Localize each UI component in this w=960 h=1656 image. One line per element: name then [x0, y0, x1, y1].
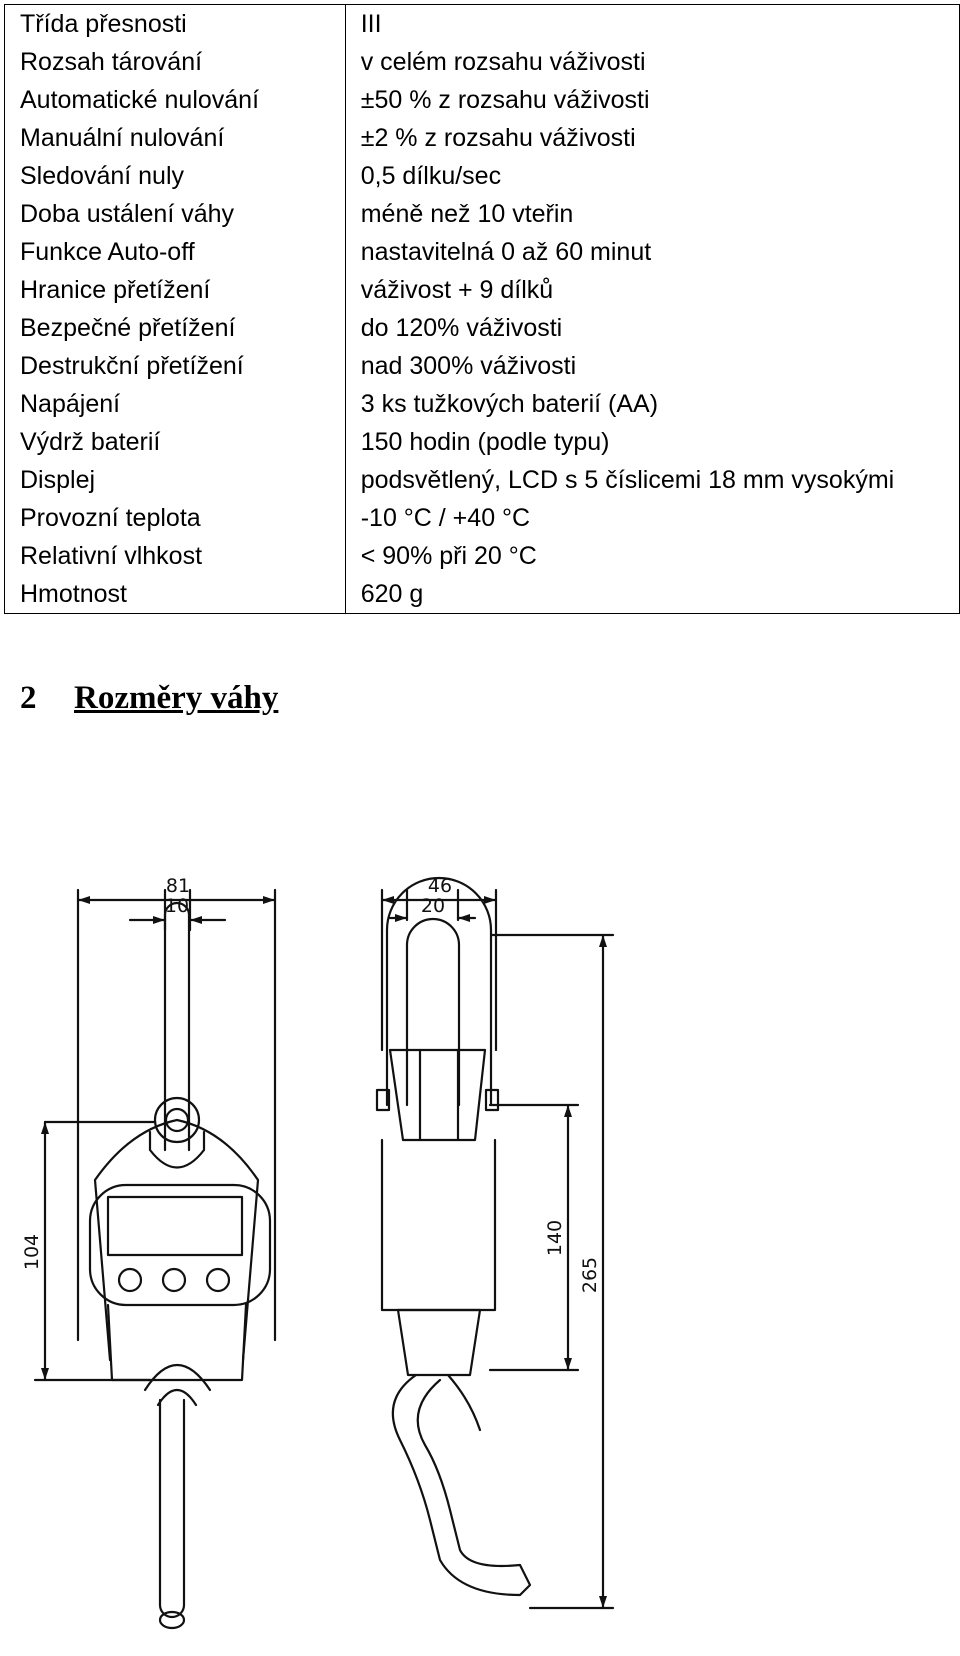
table-row — [5, 423, 960, 461]
dim-front-width-hook: 10 — [164, 895, 190, 917]
spec-value: < 90% při 20 °C — [345, 537, 959, 575]
table-row — [5, 43, 960, 81]
table-row — [5, 461, 960, 499]
spec-label: Provozní teplota — [5, 499, 346, 537]
spec-value: 150 hodin (podle typu) — [345, 423, 959, 461]
spec-label: Funkce Auto-off — [5, 233, 346, 271]
spec-label: Sledování nuly — [5, 157, 346, 195]
spec-label: Manuální nulování — [5, 119, 346, 157]
spec-label: Napájení — [5, 385, 346, 423]
table-row — [5, 309, 960, 347]
spec-value: v celém rozsahu váživosti — [345, 43, 959, 81]
spec-value: nastavitelná 0 až 60 minut — [345, 233, 959, 271]
spec-label: Výdrž baterií — [5, 423, 346, 461]
spec-label: Bezpečné přetížení — [5, 309, 346, 347]
spec-label: Třída přesnosti — [5, 5, 346, 44]
dim-side-height-mid: 140 — [544, 1219, 566, 1257]
spec-label: Relativní vlhkost — [5, 537, 346, 575]
dim-side-width-total: 46 — [427, 875, 453, 897]
dim-side-width-hook: 20 — [420, 895, 446, 917]
spec-label: Hranice přetížení — [5, 271, 346, 309]
table-row — [5, 233, 960, 271]
dimension-drawing — [0, 860, 960, 1656]
dim-front-height-body: 104 — [21, 1233, 43, 1271]
dim-front-width-total: 81 — [165, 875, 191, 897]
table-row — [5, 157, 960, 195]
spec-value: 3 ks tužkových baterií (AA) — [345, 385, 959, 423]
table-row — [5, 195, 960, 233]
front-view — [35, 890, 275, 1628]
dim-side-height-total: 265 — [579, 1256, 601, 1294]
spec-value: ±2 % z rozsahu váživosti — [345, 119, 959, 157]
spec-value: do 120% váživosti — [345, 309, 959, 347]
table-row — [5, 271, 960, 309]
table-row — [5, 499, 960, 537]
table-row — [5, 575, 960, 614]
spec-label: Displej — [5, 461, 346, 499]
spec-label: Destrukční přetížení — [5, 347, 346, 385]
spec-value: 620 g — [345, 575, 959, 614]
spec-value: -10 °C / +40 °C — [345, 499, 959, 537]
spec-value: ±50 % z rozsahu váživosti — [345, 81, 959, 119]
table-row — [5, 5, 960, 44]
spec-value: podsvětlený, LCD s 5 číslicemi 18 mm vysokými — [345, 461, 959, 499]
spec-value: váživost + 9 dílků — [345, 271, 959, 309]
spec-value: III — [345, 5, 959, 44]
table-row — [5, 537, 960, 575]
spec-table — [4, 4, 960, 614]
side-view — [377, 878, 613, 1608]
spec-label: Hmotnost — [5, 575, 346, 614]
section-title: Rozměry váhy — [74, 680, 279, 716]
section-number: 2 — [20, 680, 37, 716]
section-heading — [20, 680, 278, 717]
table-row — [5, 119, 960, 157]
spec-label: Doba ustálení váhy — [5, 195, 346, 233]
table-row — [5, 347, 960, 385]
table-row — [5, 385, 960, 423]
spec-value: méně než 10 vteřin — [345, 195, 959, 233]
spec-label: Rozsah tárování — [5, 43, 346, 81]
spec-label: Automatické nulování — [5, 81, 346, 119]
table-row — [5, 81, 960, 119]
spec-value: 0,5 dílku/sec — [345, 157, 959, 195]
spec-value: nad 300% váživosti — [345, 347, 959, 385]
